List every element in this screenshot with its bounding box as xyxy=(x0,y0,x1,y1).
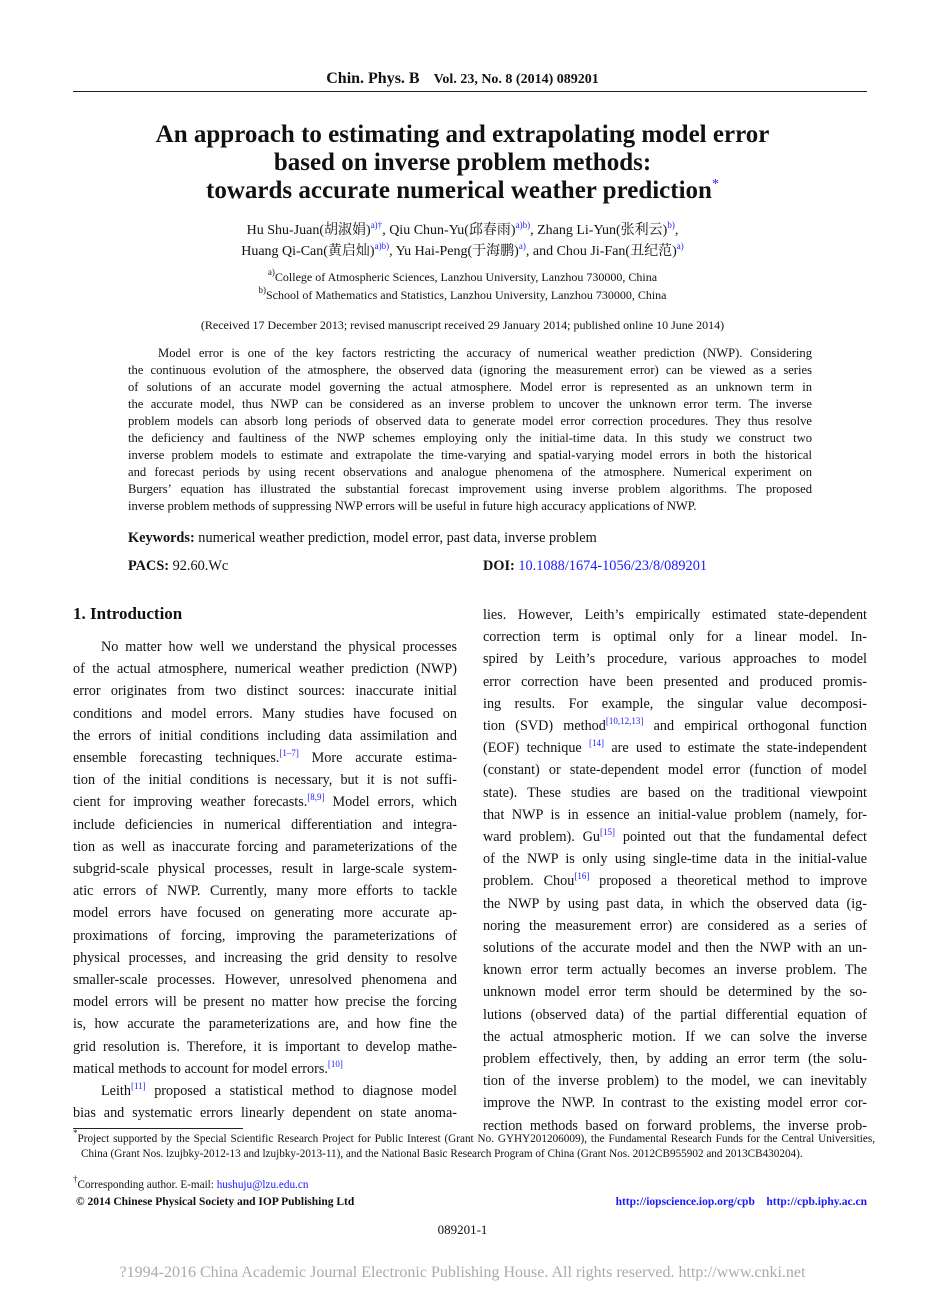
affiliation-b xyxy=(0,285,925,303)
text-line: state). These studies are based on the traditional viewpoint xyxy=(483,784,867,801)
footnote-mark-link[interactable]: * xyxy=(711,177,719,192)
affiliation-mark: a) xyxy=(267,267,275,277)
text-line: the actual atmospheric motion. If we can solve the inverse xyxy=(483,1028,867,1045)
right-column-text xyxy=(483,604,867,1137)
funding-text: Project supported by the Special Scientific Research Project for Public Interest (Grant No. GYHY201206009), the Fundamental Research Funds for the Central Universities, China (Grant Nos. lzujbky-2012-13 and lzujbky-2013-11), and the National Basic Research Program of China (Grant Nos. 2012CB955902 and 2013CB430204). xyxy=(77,1133,875,1160)
keywords-text: numerical weather prediction, model error, past data, inverse problem xyxy=(198,530,597,546)
text-line: ward problem). Gu[15] pointed out that the fundamental defect xyxy=(483,827,867,846)
doi-link[interactable]: 10.1088/1674-1056/23/8/089201 xyxy=(518,558,707,574)
title-line: based on inverse problem methods: xyxy=(273,149,652,176)
text-line: problem. Chou[16] proposed a theoretical method to improve xyxy=(483,871,867,890)
citation-superscript[interactable]: [10,12,13] xyxy=(605,716,644,727)
funding-footnote xyxy=(73,1128,875,1162)
text-line: and forecast periods by using recent observations and analogue phenomena of the atmosphere. Numerical experiment on xyxy=(128,465,812,479)
affiliation-a xyxy=(0,267,925,285)
paper-title xyxy=(0,121,925,205)
text-line: of the actual atmosphere, numerical weather prediction (NWP) xyxy=(73,661,457,678)
text-line: error originates from two distinct sources: inaccurate initial xyxy=(73,683,457,700)
text-line: lutions (observed data) of the partial differential equation of xyxy=(483,1006,867,1023)
journal-name: Chin. Phys. B xyxy=(326,70,420,87)
running-header xyxy=(0,70,925,88)
text-line: of solutions of an accurate model governing the actual atmosphere. Model error is represented as an unknown term in xyxy=(128,380,812,394)
text-line: solutions of the accurate model and then the NWP with an un- xyxy=(483,940,867,957)
abstract xyxy=(128,345,812,515)
text-line: unknown model error term should be determined by the so- xyxy=(483,984,867,1001)
text-line: inverse problem models to estimate and extrapolate the time-varying and spatial-varying model errors in both the historical xyxy=(128,448,812,462)
text-line: physical processes, and increasing the grid density to resolve xyxy=(73,949,457,966)
citation-superscript[interactable]: a)b) xyxy=(515,220,531,230)
footnote-mark: † xyxy=(73,1174,78,1184)
received-dates: (Received 17 December 2013; revised manuscript received 29 January 2014; published online 10 June 2014) xyxy=(200,318,725,332)
text-line: the continuous evolution of the atmosphere, the observed data (ignoring the measurement error) can be viewed as a series xyxy=(128,363,812,377)
text-line: ing results. For example, the singular value decomposi- xyxy=(483,695,867,712)
text-line: (EOF) technique [14] are used to estimate the state-independent xyxy=(483,738,867,757)
text-line: (constant) or state-dependent model error (function of model xyxy=(483,762,867,779)
pacs-label: PACS: xyxy=(128,558,170,574)
text-line: the NWP by using past data, in which the observed data (ig- xyxy=(483,895,867,912)
text-line: lies. However, Leith’s empirically estimated state-dependent xyxy=(483,607,867,623)
citation-superscript[interactable]: [15] xyxy=(599,827,615,838)
copyright: © 2014 Chinese Physical Society and IOP Publishing Ltd xyxy=(76,1196,355,1208)
citation-superscript[interactable]: [8,9] xyxy=(307,792,325,803)
text-line: improve the NWP. In contrast to the existing model error cor- xyxy=(483,1095,867,1112)
text-line: ensemble forecasting techniques.[1–7] More accurate estima- xyxy=(73,748,457,767)
corresponding-footnote xyxy=(73,1174,867,1193)
left-column-text xyxy=(73,636,457,1124)
watermark: ?1994-2016 China Academic Journal Electronic Publishing House. All rights reserved. http://www.cnki.net xyxy=(119,1264,806,1281)
text-line: matical methods to account for model errors.[10] xyxy=(73,1058,343,1077)
text-line: the deficiency and faultiness of the NWP schemes employing only the initial-time data. In this study we construct two xyxy=(128,431,812,445)
title-line-text: towards accurate numerical weather prediction xyxy=(206,177,712,204)
citation-superscript[interactable]: b) xyxy=(667,220,675,230)
page-number: 089201-1 xyxy=(437,1222,488,1237)
text-line: model errors will be present no matter how precise the forcing xyxy=(73,994,457,1011)
text-line: rection methods based on forward problems, the inverse prob- xyxy=(483,1117,867,1134)
text-line: proximations of forcing, improving the parameterizations of xyxy=(73,927,457,944)
title-line: An approach to estimating and extrapolating model error xyxy=(155,121,770,148)
doi-label: DOI: xyxy=(483,558,515,574)
text-line: Model error is one of the key factors restricting the accuracy of numerical weather prediction (NWP). Considering xyxy=(158,346,812,360)
section-heading: 1. Introduction xyxy=(73,604,183,623)
volume-info: Vol. 23, No. 8 (2014) 089201 xyxy=(433,72,599,87)
footnote-mark: * xyxy=(73,1128,78,1138)
text-line: correction term is optimal only for a linear model. In- xyxy=(483,629,867,646)
text-line: tion as well as inaccurate forcing and parameterizations of the xyxy=(73,838,457,855)
text-line: No matter how well we understand the physical processes xyxy=(101,639,457,655)
text-line: smaller-scale processes. However, unresolved phenomena and xyxy=(73,972,457,989)
text-line: noring the measurement error) are considered as a series of xyxy=(483,917,867,934)
email-link[interactable]: hushuju@lzu.edu.cn xyxy=(216,1179,309,1191)
text-line: model errors have focused on generating more accurate ap- xyxy=(73,905,457,922)
citation-superscript[interactable]: a)b) xyxy=(374,241,390,251)
text-line: conditions and model errors. Many studies have focused on xyxy=(73,705,457,722)
text-line: of the NWP is only using single-time data in the initial-value xyxy=(483,851,867,868)
keywords xyxy=(128,530,597,547)
text-line: tion (SVD) method[10,12,13] and empirical orthogonal function xyxy=(483,716,867,735)
text-line: Leith[11] proposed a statistical method to diagnose model xyxy=(101,1081,457,1100)
affiliation-mark: b) xyxy=(258,285,266,295)
text-line: subgrid-scale physical processes, result in large-scale system- xyxy=(73,861,457,878)
citation-superscript[interactable]: [11] xyxy=(130,1081,146,1092)
text-line: the errors of initial conditions including data assimilation and xyxy=(73,727,457,744)
text-line: grid resolution is. Therefore, it is important to develop mathe- xyxy=(73,1038,457,1055)
text-line: error correction have been presented and produced promis- xyxy=(483,673,867,690)
affiliation-text: School of Mathematics and Statistics, Lanzhou University, Lanzhou 730000, China xyxy=(266,288,667,302)
text-line: problem effectively, then, by adding an error term (the solu- xyxy=(483,1051,867,1068)
doi xyxy=(483,558,707,575)
footnote-rule xyxy=(73,1128,243,1129)
pacs-text: 92.60.Wc xyxy=(172,558,229,574)
text-line: inverse problem methods of suppressing NWP errors will be useful in future high accuracy applications of NWP. xyxy=(128,499,697,513)
header-rule xyxy=(73,91,867,92)
authors-line: Huang Qi-Can(黄启灿)$^{a)b)}$, Yu Hai-Peng(于海鹏)$^{a)}$, and Chou Ji-Fan(丑纪范)$^{a)}$ xyxy=(241,241,684,259)
pacs xyxy=(128,558,228,575)
text-line: is, how accurate the parameterizations are, and how fine the xyxy=(73,1016,457,1033)
text-line: bias and systematic errors linearly dependent on state anoma- xyxy=(73,1105,457,1122)
text-line: problem models can absorb long periods of observed data to generate model error correction procedures. They thus resolve xyxy=(128,414,812,428)
text-line: known error term actually becomes an inverse problem. The xyxy=(483,962,867,979)
iopscience-link[interactable]: http://iopscience.iop.org/cpb xyxy=(615,1196,755,1208)
citation-superscript[interactable]: [10] xyxy=(327,1058,343,1069)
text-line: that NWP is in essence an initial-value problem (namely, for- xyxy=(483,806,867,823)
title-line xyxy=(0,177,925,205)
citation-superscript[interactable]: a)† xyxy=(370,220,383,230)
affiliation-text: College of Atmospheric Sciences, Lanzhou University, Lanzhou 730000, China xyxy=(274,270,658,284)
author-list xyxy=(0,220,925,262)
citation-superscript[interactable]: [14] xyxy=(589,738,605,749)
citation-superscript[interactable]: [16] xyxy=(574,871,590,882)
text-line: tion of the inverse problem) to the model, we can inevitably xyxy=(483,1073,867,1090)
citation-superscript[interactable]: a) xyxy=(518,241,526,251)
text-line: include deficiencies in numerical differentiation and integra- xyxy=(73,816,457,833)
authors-line: Hu Shu-Juan(胡淑娟)$^{a)\dagger}$, Qiu Chun-Yu(邱春雨)$^{a)b)}$, Zhang Li-Yun(张利云)$^{b)}$, xyxy=(246,220,679,238)
text-line: tion of the initial conditions is necessary, but it is not suffi- xyxy=(73,772,457,789)
cpb-link[interactable]: http://cpb.iphy.ac.cn xyxy=(766,1196,867,1208)
footer-links xyxy=(616,1196,867,1208)
text-line: cient for improving weather forecasts.[8,9] Model errors, which xyxy=(73,792,457,811)
corresponding-text: Corresponding author. E-mail: xyxy=(77,1179,217,1191)
text-line: atic errors of NWP. Currently, many more efforts to tackle xyxy=(73,883,457,900)
text-line: spired by Leith’s procedure, various approaches to model xyxy=(483,651,867,668)
text-line: Burgers’ equation has illustrated the substantial forecast improvement using inverse problem algorithms. The proposed xyxy=(128,482,812,496)
citation-superscript[interactable]: [1–7] xyxy=(279,748,299,759)
citation-superscript[interactable]: a) xyxy=(676,241,684,251)
keywords-label: Keywords: xyxy=(128,530,195,546)
text-line: the accurate model, thus NWP can be considered as an inverse problem to uncover the unknown error term. The inverse xyxy=(128,397,812,411)
